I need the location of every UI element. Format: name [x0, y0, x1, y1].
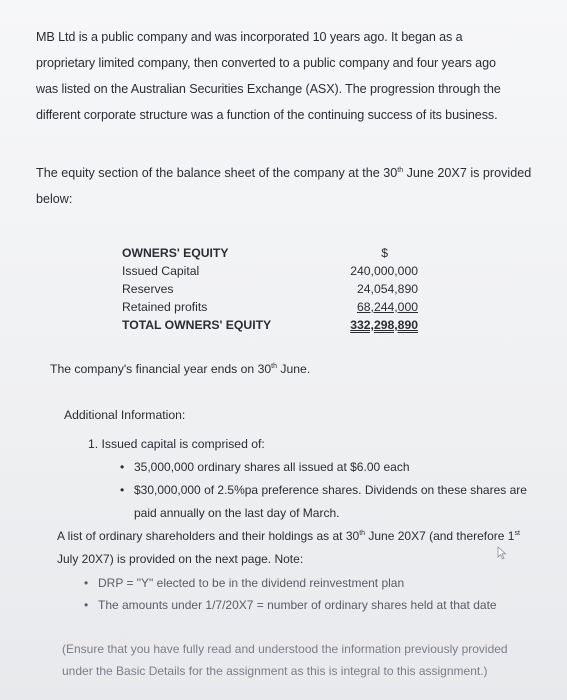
financial-year-note: The company's financial year ends on 30th June. — [50, 362, 311, 376]
intro-line: proprietary limited company, then converted to a public company and four years ago — [36, 56, 496, 70]
owners-equity-heading: OWNERS' EQUITY — [122, 246, 229, 260]
equity-intro-line: below: — [36, 192, 73, 206]
bullet-continuation: paid annually on the last day of March. — [134, 506, 340, 520]
table-row — [122, 300, 422, 318]
row-value: 24,054,890 — [357, 282, 418, 296]
bullet-icon: • — [84, 576, 89, 590]
bullet-text: 35,000,000 ordinary shares all issued at $6.00 each — [134, 460, 410, 474]
ensure-note-line: (Ensure that you have fully read and understood the information previously provided — [62, 642, 508, 656]
equity-intro-line: The equity section of the balance sheet of the company at the 30th June 20X7 is provided — [36, 166, 532, 180]
row-value: 68,244,000 — [357, 300, 418, 314]
bullet-icon: • — [120, 460, 125, 474]
intro-paragraph — [36, 24, 551, 128]
row-value: 240,000,000 — [350, 264, 418, 278]
ensure-note-line: under the Basic Details for the assignment as this is integral to this assignment.) — [62, 664, 488, 678]
table-row — [122, 282, 422, 300]
row-label: Retained profits — [122, 300, 208, 314]
total-value: 332,298,890 — [350, 318, 418, 332]
shareholder-list-note: A list of ordinary shareholders and their holdings as at 30th June 20X7 (and therefore 1st — [57, 529, 520, 543]
intro-line: different corporate structure was a function of the continuing success of its business. — [36, 108, 498, 122]
mouse-cursor-icon — [497, 546, 507, 560]
row-label: Issued Capital — [122, 264, 200, 278]
heading-row — [122, 246, 422, 264]
bullet-icon: • — [120, 483, 125, 497]
equity-intro-paragraph — [36, 160, 556, 212]
bullet-text: DRP = "Y" elected to be in the dividend reinvestment plan — [98, 576, 405, 590]
intro-line: MB Ltd is a public company and was incorporated 10 years ago. It began as a — [36, 30, 463, 44]
row-label: Reserves — [122, 282, 174, 296]
shareholder-list-note-cont: July 20X7) is provided on the next page. Note: — [57, 552, 304, 566]
table-row — [122, 264, 422, 282]
bullet-text: $30,000,000 of 2.5%pa preference shares. Dividends on these shares are — [134, 483, 527, 497]
additional-info-heading: Additional Information: — [64, 408, 186, 422]
total-label: TOTAL OWNERS' EQUITY — [122, 318, 272, 332]
currency-symbol: $ — [381, 246, 388, 260]
total-row — [122, 318, 422, 336]
bullet-icon: • — [84, 598, 89, 612]
list-item-issued-capital: 1. Issued capital is comprised of: — [88, 437, 265, 451]
bullet-text: The amounts under 1/7/20X7 = number of ordinary shares held at that date — [98, 598, 497, 612]
intro-line: was listed on the Australian Securities Exchange (ASX). The progression through the — [36, 82, 501, 96]
